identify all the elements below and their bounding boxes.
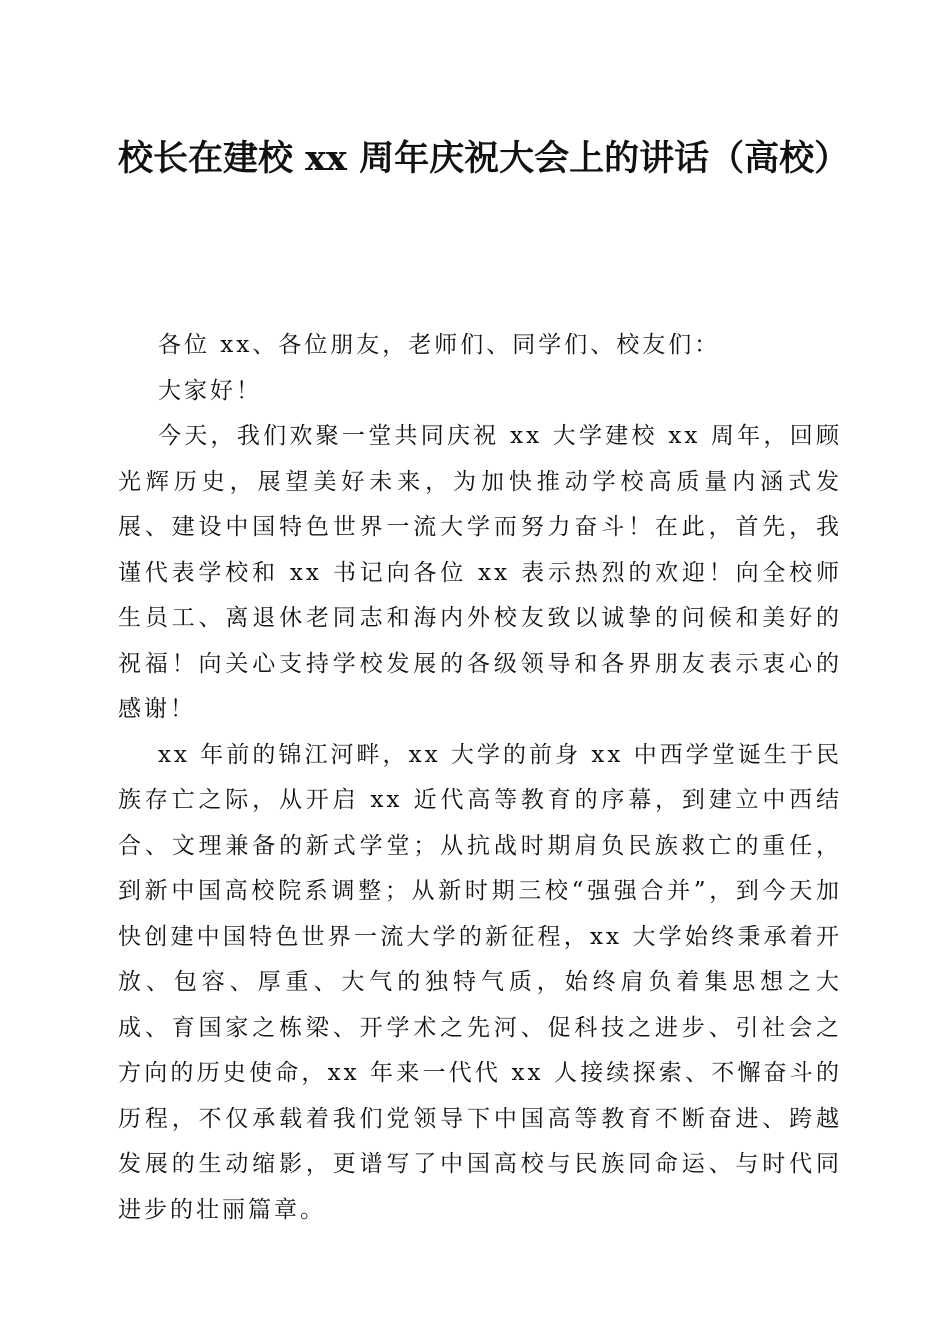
paragraph-welcome: 今天，我们欢聚一堂共同庆祝 xx 大学建校 xx 周年，回顾光辉历史，展望美好未来，为加快推动学校高质量内涵式发展、建设中国特色世界一流大学而努力奋斗！在此，首先，我谨代表学校和 xx 书记向各位 xx 表示热烈的欢迎！向全校师生员工、离退休老同志和海内外校友致以诚挚的问候和美好的祝福！向关心支持学校发展的各级领导和各界朋友表示衷心的感谢！ [118, 423, 842, 722]
document-title: 校长在建校 xx 周年庆祝大会上的讲话（高校） [118, 138, 850, 179]
greeting: 大家好！ [158, 377, 262, 404]
salutation: 各位 xx、各位朋友，老师们、同学们、校友们： [158, 332, 721, 358]
document-body [118, 323, 842, 1233]
paragraph-history: xx 年前的锦江河畔，xx 大学的前身 xx 中西学堂诞生于民族存亡之际，从开启 xx 近代高等教育的序幕，到建立中西结合、文理兼备的新式学堂；从抗战时期肩负民族救亡的重任，到新中国高校院系调整；从新时期三校“强强合并”，到今天加快创建中国特色世界一流大学的新征程，xx 大学始终秉承着开放、包容、厚重、大气的独特气质，始终肩负着集思想之大成、育国家之栋梁、开学术之先河、促科技之进步、引社会之方向的历史使命，xx 年来一代代 xx 人接续探索、不懈奋斗的历程，不仅承载着我们党领导下中国高等教育不断奋进、跨越发展的生动缩影，更谱写了中国高校与民族同命运、与时代同进步的壮丽篇章。 [118, 741, 842, 1223]
